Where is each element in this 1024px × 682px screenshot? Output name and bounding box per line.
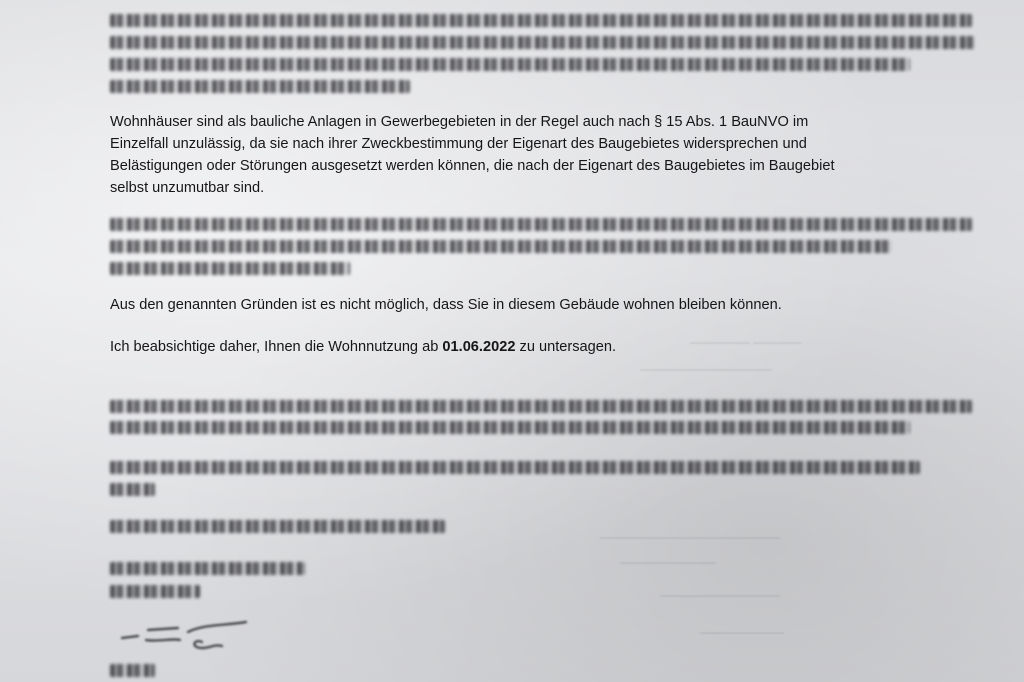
absicht-text-after: zu untersagen. [519,339,617,355]
redacted-text-line [110,585,200,598]
redacted-text-line [110,80,410,93]
untersagung-date: 01.06.2022 [442,339,516,355]
redacted-text-line [110,483,155,496]
text-line: Aus den genannten Gründen ist es nicht möglich, dass Sie in diesem Gebäude wohnen bleiben können. [110,297,782,313]
redacted-text-line [110,421,910,434]
redacted-text-line [110,664,155,677]
redacted-text-line [110,240,892,253]
redacted-text-line [110,400,972,413]
paragraph-absicht [110,336,990,358]
redacted-text-line [110,520,445,533]
redacted-text-line [110,58,910,71]
redacted-text-line [110,36,975,49]
show-through-text: ――――――――――― [640,362,772,376]
redacted-text-line [110,14,972,27]
redacted-text-line [110,218,972,231]
show-through-text: ―――――――― [620,555,716,569]
paragraph-gruende [110,294,990,316]
show-through-text: ――――――――――――――― [600,530,780,544]
redacted-text-line [110,562,305,575]
show-through-text: ――――――― [700,625,784,639]
text-line: Belästigungen oder Störungen ausgesetzt werden können, die nach der Eigenart des Baugebietes im Baugebiet [110,158,835,174]
text-line: selbst unzumutbar sind. [110,180,265,196]
text-line [110,336,990,358]
show-through-text: ――――― ―――― [690,335,802,349]
show-through-text: ―――――――――― [660,588,780,602]
redacted-text-line [110,262,350,275]
text-line: Einzelfall unzulässig, da sie nach ihrer Zweckbestimmung der Eigenart des Baugebietes widersprechen und [110,136,807,152]
absicht-text-before: Ich beabsichtige daher, Ihnen die Wohnnutzung ab [110,339,439,355]
signature-scribble [118,618,258,658]
paragraph-wohnhaeuser [110,111,990,199]
text-line: Wohnhäuser sind als bauliche Anlagen in Gewerbegebieten in der Regel auch nach § 15 Abs. 1 BauNVO im [110,114,809,130]
redacted-text-line [110,461,920,474]
